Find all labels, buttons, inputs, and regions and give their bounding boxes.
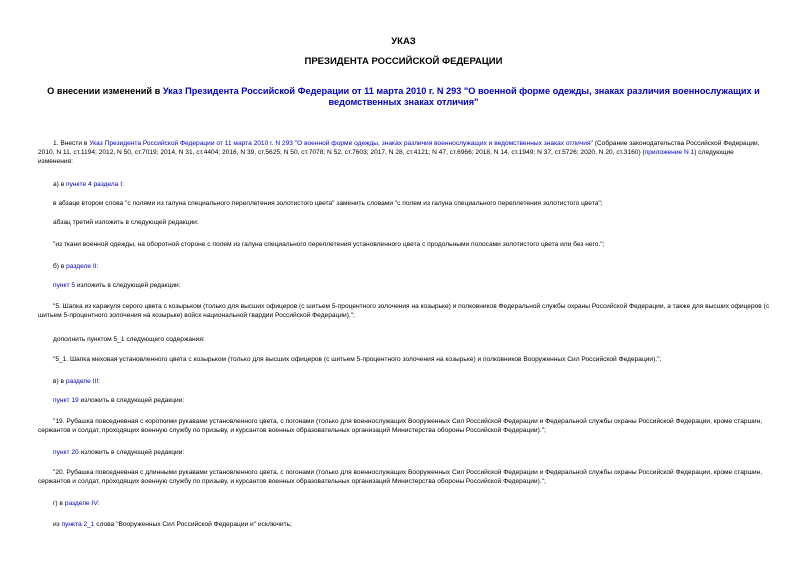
p17-item-link[interactable]: пункта 2_1 (61, 521, 95, 528)
paragraph-7 (38, 281, 770, 290)
paragraph-2 (38, 180, 770, 189)
paragraph-10: "5_1. Шапка меховая установленного цвета с козырьком (только для высших офицеров (с шитьем 5-процентного золочения на козырьке) и полковников Вооруженных Сил Российской Федерации)."; (53, 356, 662, 363)
p1-text-c: ) следующие изменения: (38, 149, 734, 165)
p2-section-link[interactable]: пункте 4 раздела I (66, 181, 123, 188)
paragraph-15: "20. Рубашка повседневная с длинными рукавами установленного цвета, с погонами (только для военнослужащих Вооруженных Сил Российской Федерации и Федеральной службы охраны Российской Федерации, кроме старшин, сержантов и солдат, проходящих военную службу по призыву, и курсантов военных образовательных организаций Министерства обороны Российской Федерации)."; (38, 469, 763, 485)
p11-section-link[interactable]: разделе III (65, 378, 99, 385)
p14-item-link[interactable]: пункт 20 (53, 449, 79, 456)
p6-section-link[interactable]: разделе II (66, 263, 97, 270)
p1-appendix-link[interactable]: приложение N 1 (644, 149, 695, 156)
p7-item-link[interactable]: пункт 5 (53, 282, 75, 289)
paragraph-1 (38, 139, 770, 166)
paragraph-13: "19. Рубашка повседневная с короткими рукавами установленного цвета, с погонами (только для военнослужащих Вооруженных Сил Российской Федерации и Федеральной службы охраны Российской Федерации, кроме старшин, сержантов и солдат, проходящих военную службу по призыву, и курсантов военных образовательных организаций Министерства обороны Российской Федерации)."; (38, 418, 763, 434)
paragraph-6 (38, 262, 770, 271)
p6-text-b: : (96, 263, 99, 270)
paragraph-12 (38, 396, 770, 405)
paragraph-8: "5. Шапка из каракуля серого цвета с козырьком (только для высших офицеров (с шитьем 5-процентного золочения на козырьке) и полковников Федеральной службы охраны Российской Федерации, а также для высших офицеров (с шитьем 5-процентного золочения на козырьке) войск национальной гвардии Российской Федерации)."; (38, 303, 770, 319)
p16-section-link[interactable]: разделе IV (64, 500, 98, 507)
paragraph-5: "из ткани военной одежды, на оборотной стороне с полем из галуна специального переплетения установленного цвета с продольными полосами золотистого цвета или без него."; (53, 241, 605, 248)
p2-text-a: а) в (53, 181, 67, 188)
title-decree-link[interactable]: Указ Президента Российской Федерации от 11 марта 2010 г. N 293 "О военной форме одежды, знаках различия военнослужащих и ведомственных знаках отличия" (162, 86, 760, 107)
paragraph-16 (38, 499, 770, 508)
p12-item-link[interactable]: пункт 19 (53, 397, 79, 404)
p7-text-b: изложить в следующей редакции: (75, 282, 181, 289)
p16-text-b: : (97, 500, 100, 507)
doc-type-heading: УКАЗ (391, 36, 416, 47)
p17-text-a: из (53, 521, 62, 528)
paragraph-9: дополнить пунктом 5_1 следующего содержания: (53, 336, 205, 343)
paragraph-4: абзац третий изложить в следующей редакции: (53, 219, 199, 226)
paragraph-14 (38, 448, 770, 457)
p11-text-b: : (98, 378, 100, 385)
paragraph-3: в абзаце втором слова "с полями из галуна специального переплетения золотистого цвета" заменить словами "с полем из галуна специального переплетения золотистого цвета"; (53, 200, 603, 207)
paragraph-11 (38, 377, 770, 386)
p1-text-a: 1. Внести в (53, 140, 90, 147)
issuer-heading: ПРЕЗИДЕНТА РОССИЙСКОЙ ФЕДЕРАЦИИ (304, 56, 503, 67)
p1-text-b: (Собрание законодательства Российской Федерации, 2010, N 11, ст.1194; 2012, N 50, ст.7019; 2014, N 31, ст.4404; 2016, N 39, ст.5625; N 50, ст.7078; N 52, ст.7603; 2017, N 28, ст.4121; N 47, ст.6966; 2018, N 14, ст.1949; N 37, ст.5726; 2020, N 20, ст.3160) ( (38, 140, 760, 156)
p1-decree-link[interactable]: Указ Президента Российской Федерации от 11 марта 2010 г. N 293 "О военной форме одежды, знаках различия военнослужащих и ведомственных знаках отличия" (89, 140, 593, 147)
p16-text-a: г) в (53, 500, 65, 507)
p12-text-b: изложить в следующей редакции: (78, 397, 185, 404)
p17-text-b: слова "Вооруженных Сил Российской Федерации и" исключить; (94, 521, 292, 528)
document-title (40, 86, 767, 108)
paragraph-17 (38, 520, 770, 529)
p14-text-b: изложить в следующей редакции: (78, 449, 185, 456)
p6-text-a: б) в (53, 263, 67, 270)
p11-text-a: в) в (53, 378, 66, 385)
title-prefix: О внесении изменений в (47, 86, 163, 96)
p2-text-b: : (122, 181, 124, 188)
